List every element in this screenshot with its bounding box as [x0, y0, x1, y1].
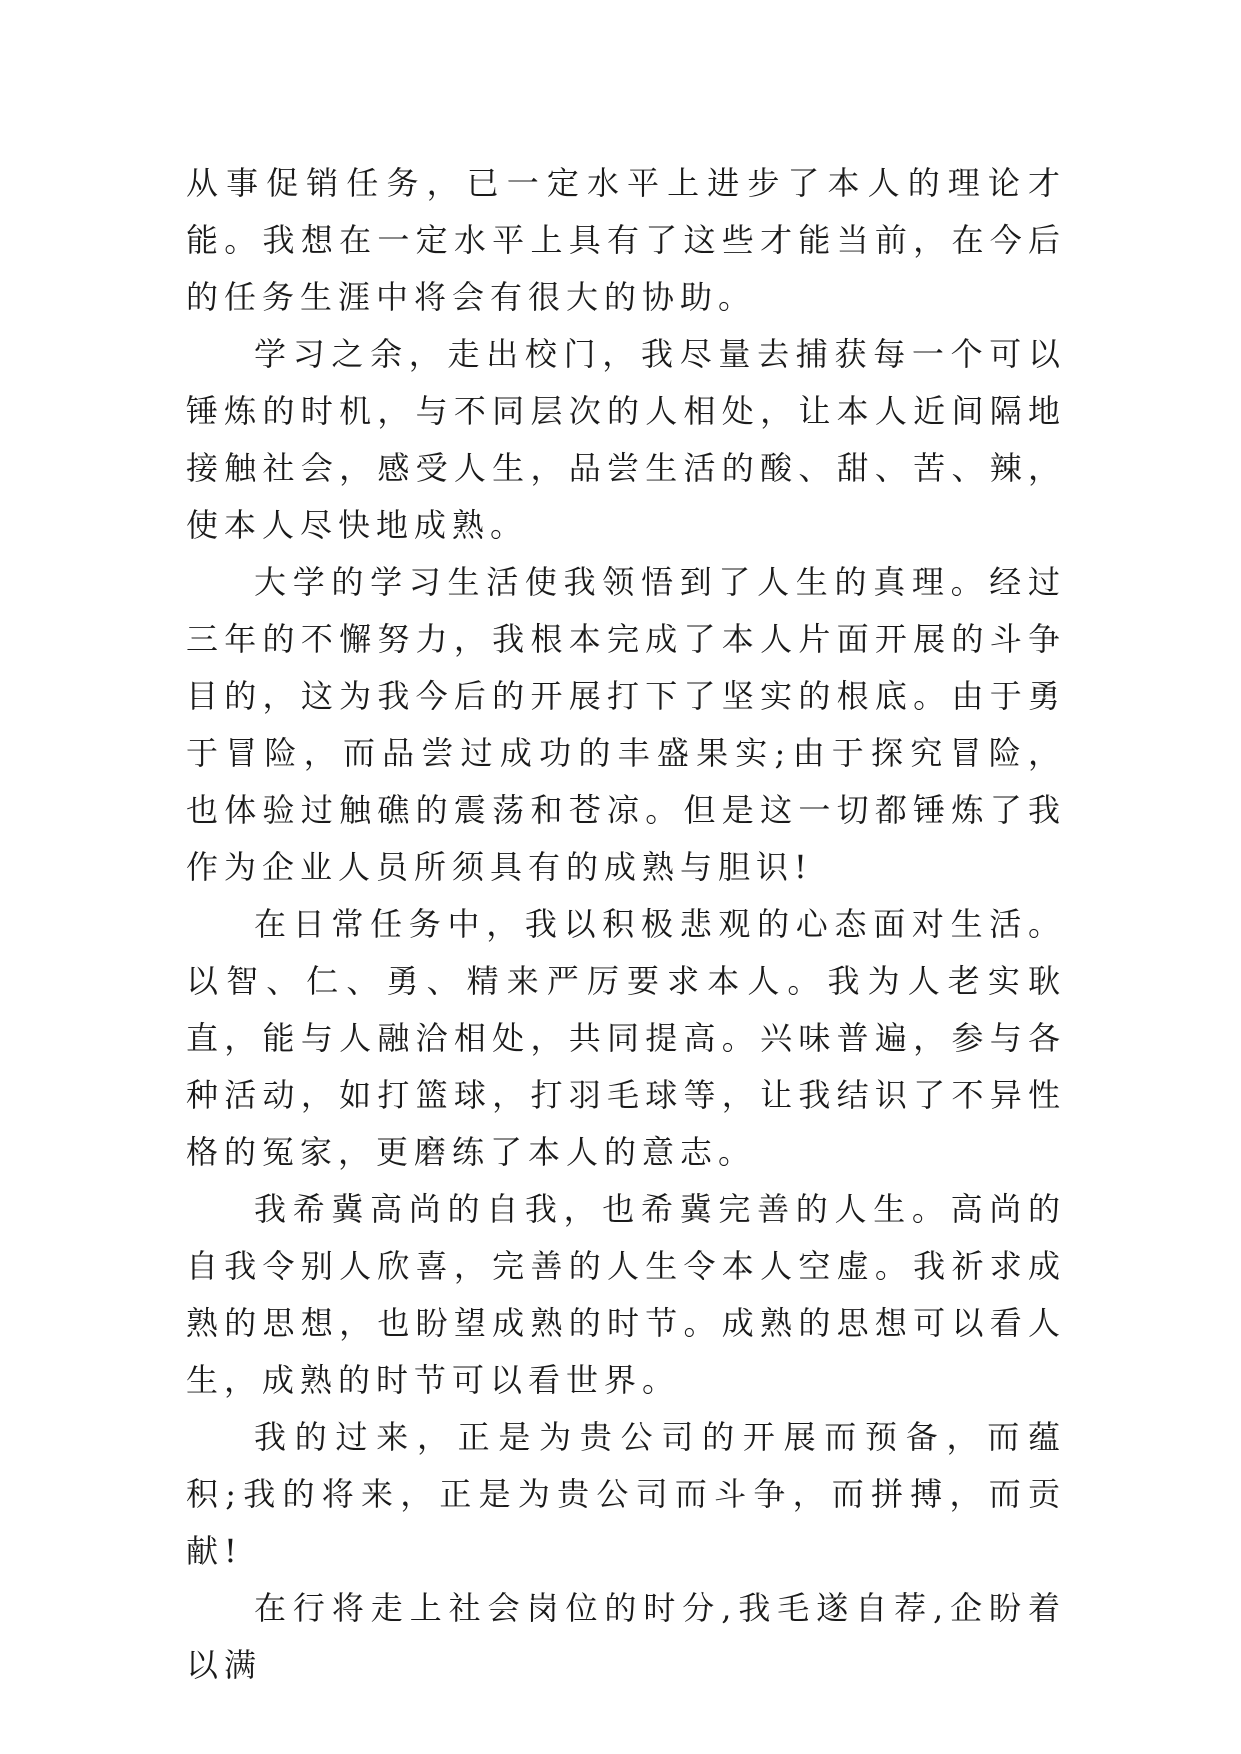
paragraph-2: 学习之余，走出校门，我尽量去捕获每一个可以锤炼的时机，与不同层次的人相处，让本人近间隔地接触社会，感受人生，品尝生活的酸、甜、苦、辣，使本人尽快地成熟。 — [186, 335, 1066, 544]
paragraph-3: 大学的学习生活使我领悟到了人生的真理。经过三年的不懈努力，我根本完成了本人片面开展的斗争目的，这为我今后的开展打下了坚实的根底。由于勇于冒险，而品尝过成功的丰盛果实;由于探究冒险，也体验过触礁的震荡和苍凉。但是这一切都锤炼了我作为企业人员所须具有的成熟与胆识! — [186, 563, 1066, 886]
paragraph-1: 从事促销任务，已一定水平上进步了本人的理论才能。我想在一定水平上具有了这些才能当前，在今后的任务生涯中将会有很大的协助。 — [186, 164, 1066, 316]
paragraph-7: 在行将走上社会岗位的时分,我毛遂自荐,企盼着以满 — [186, 1589, 1066, 1684]
paragraph-6: 我的过来，正是为贵公司的开展而预备，而蕴积;我的将来，正是为贵公司而斗争，而拼搏，而贡献! — [186, 1418, 1066, 1570]
paragraph-4: 在日常任务中，我以积极悲观的心态面对生活。以智、仁、勇、精来严厉要求本人。我为人老实耿直，能与人融洽相处，共同提高。兴味普遍，参与各种活动，如打篮球，打羽毛球等，让我结识了不异性格的冤家，更磨练了本人的意志。 — [186, 905, 1066, 1171]
paragraph-5: 我希冀高尚的自我，也希冀完善的人生。高尚的自我令别人欣喜，完善的人生令本人空虚。我祈求成熟的思想，也盼望成熟的时节。成熟的思想可以看人生，成熟的时节可以看世界。 — [186, 1190, 1066, 1399]
document-body — [186, 155, 1066, 1694]
